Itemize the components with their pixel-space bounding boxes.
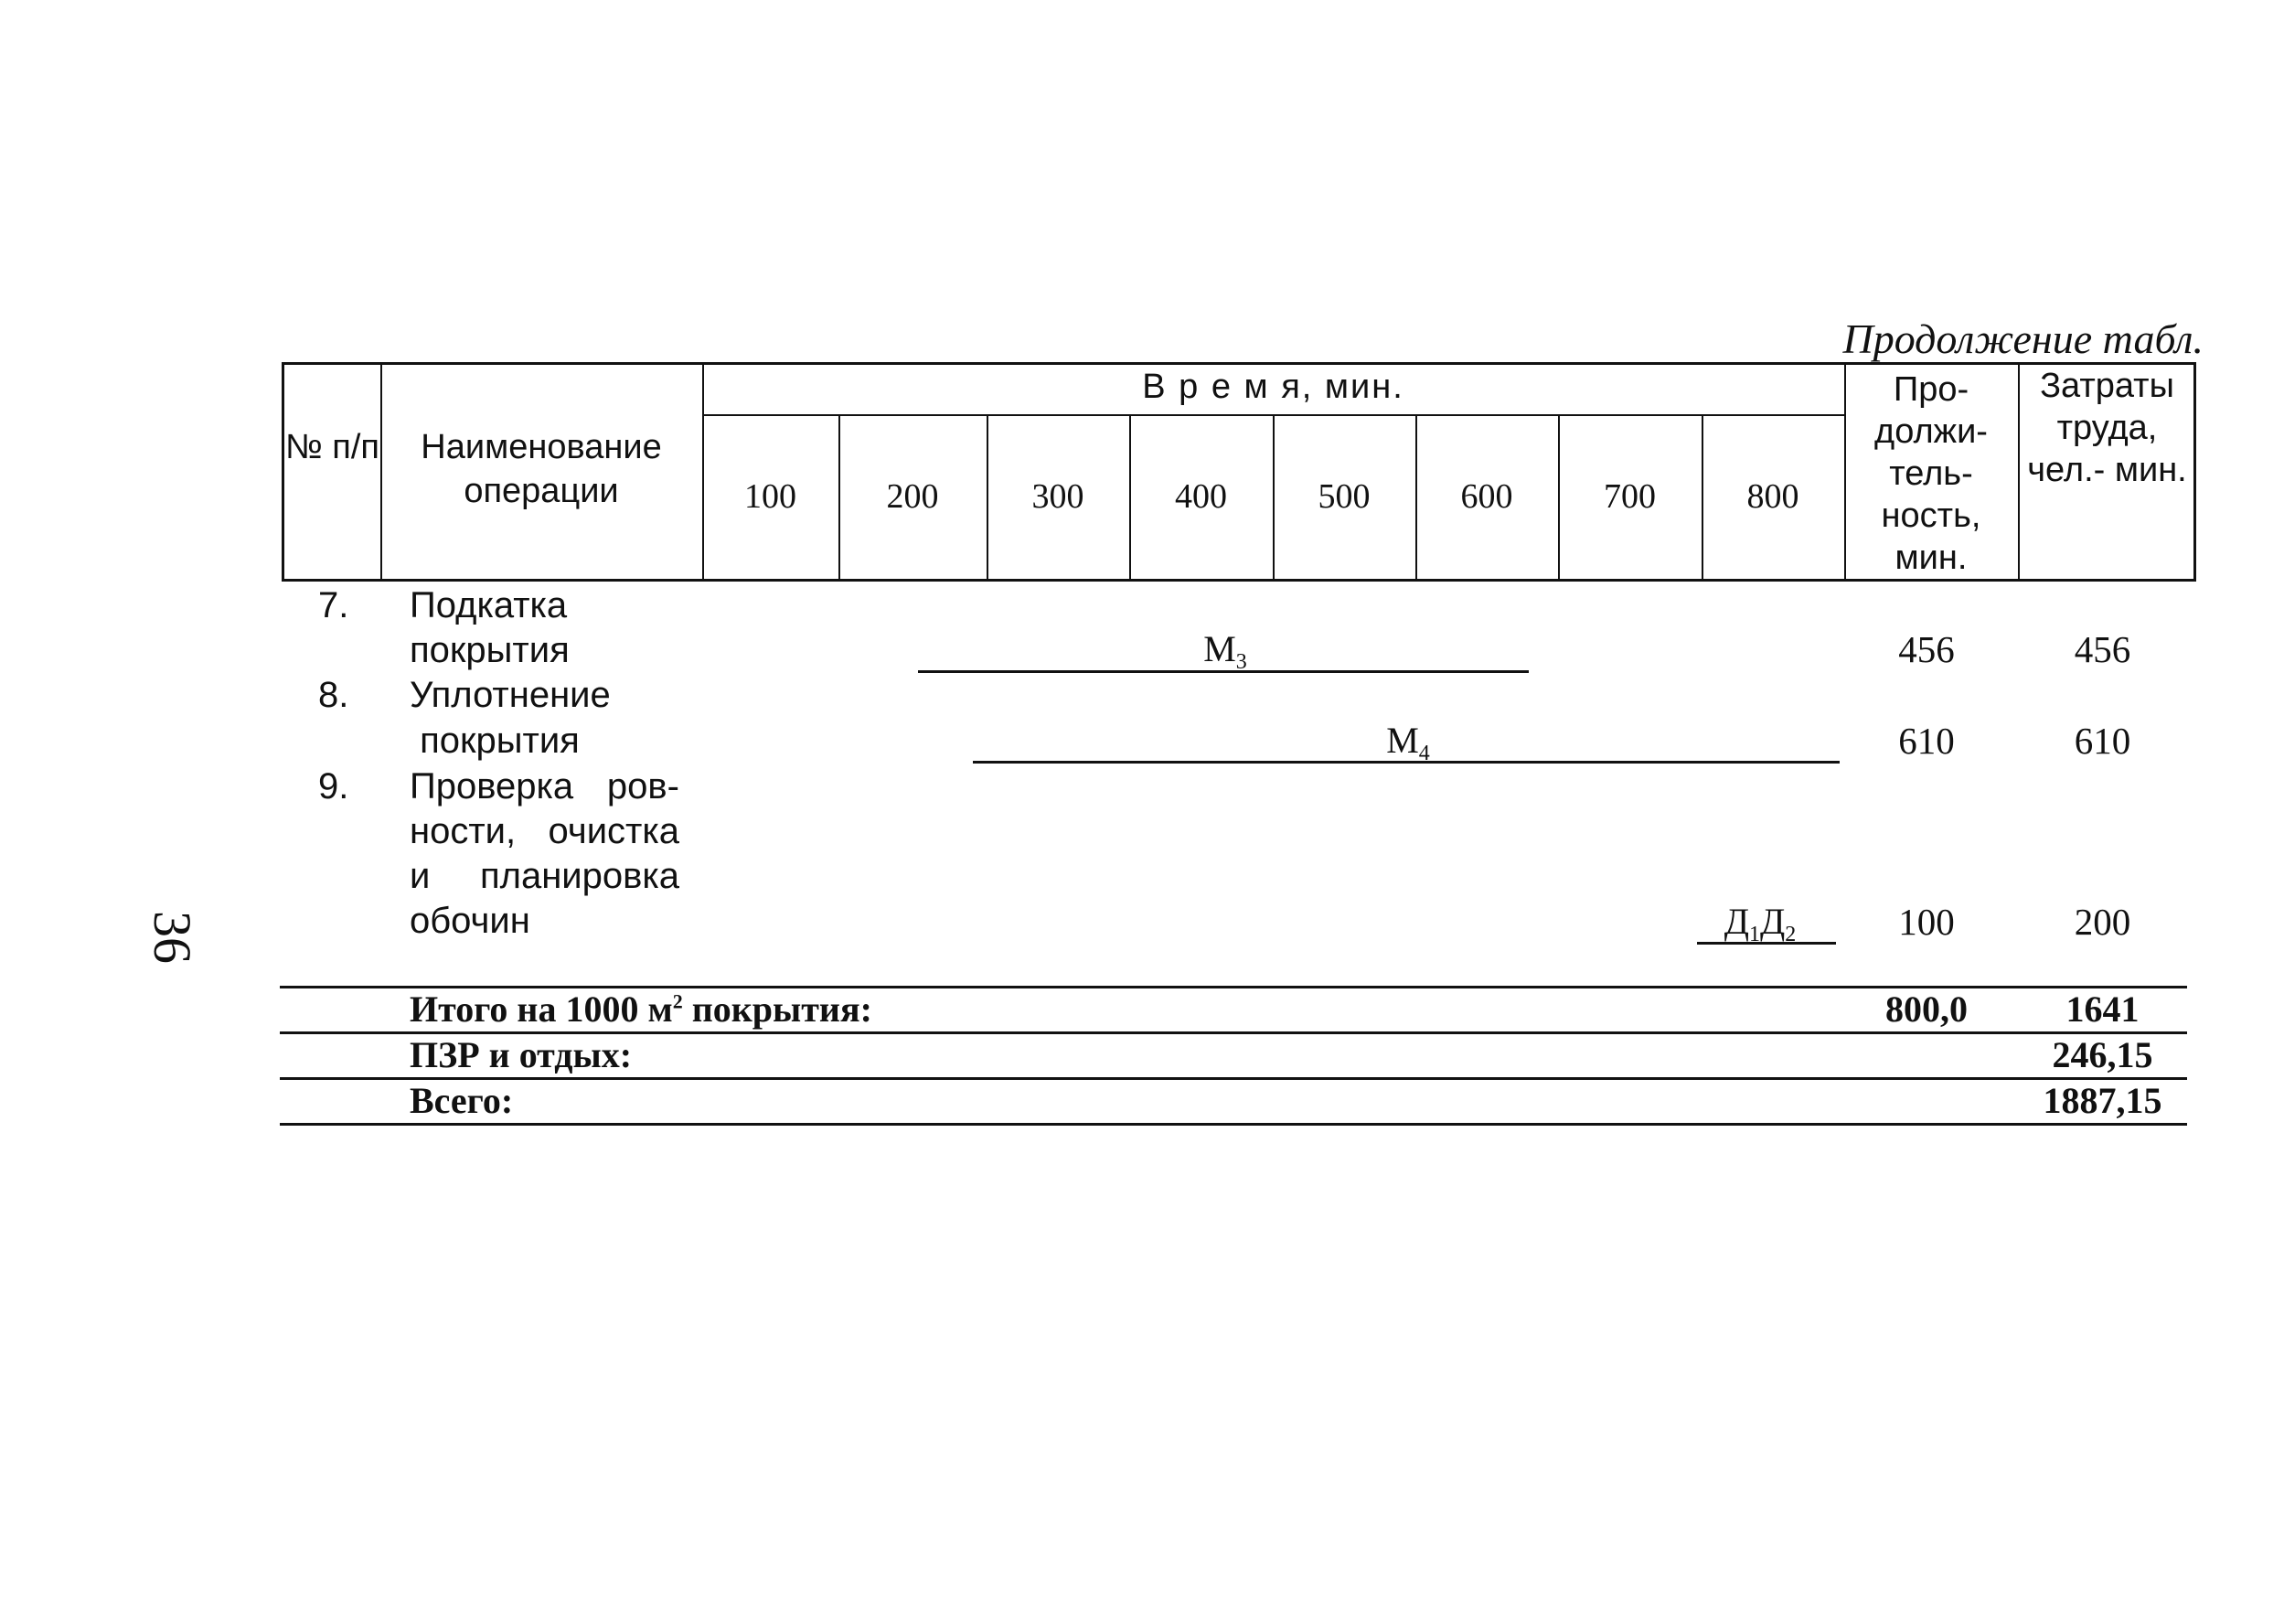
- page-number: 36: [143, 911, 202, 964]
- machine-label: $М_3$: [1203, 628, 1247, 674]
- header-time: В р е м я, мин.: [1142, 368, 1404, 406]
- total-labor: 1641: [2065, 988, 2140, 1030]
- gantt-bar: [918, 670, 1529, 673]
- operation-name: обочин: [410, 901, 530, 941]
- duration-value: 610: [1898, 720, 1955, 762]
- grand-total-label: Всего:: [410, 1080, 514, 1121]
- grand-total-labor: 1887,15: [2043, 1080, 2162, 1121]
- pzr-label: ПЗР и отдых:: [410, 1034, 633, 1075]
- machine-label: $М_4$: [1386, 720, 1430, 765]
- total-duration: 800,0: [1885, 988, 1968, 1030]
- pzr-labor: 246,15: [2052, 1034, 2153, 1075]
- tick-label: 100: [744, 477, 796, 516]
- tick-label: 200: [886, 477, 939, 516]
- total-label: Итого на 1000 $м^2$ покрытия:: [410, 988, 872, 1030]
- header-name: Наименование операции: [421, 428, 662, 510]
- operation-name: и планировка: [410, 856, 679, 896]
- divider: [280, 1077, 2187, 1080]
- operation-name: покрытия: [410, 630, 570, 670]
- operation-name: Подкатка: [410, 585, 568, 625]
- row-number: 8.: [318, 675, 349, 715]
- tick-label: 800: [1746, 477, 1799, 516]
- row-number: 7.: [318, 585, 349, 625]
- labor-value: 200: [2074, 901, 2131, 943]
- operation-name: Проверка ров-: [410, 766, 679, 807]
- tick-label: 400: [1175, 477, 1227, 516]
- operation-name: ности, очистка: [410, 811, 679, 851]
- header-duration: Про- должи- тель- ность, мин.: [1874, 370, 1988, 577]
- tick-label: 500: [1318, 477, 1371, 516]
- divider: [280, 1123, 2187, 1126]
- header-labor: Затраты труда, чел.- мин.: [2027, 367, 2187, 489]
- labor-value: 610: [2074, 720, 2131, 762]
- tick-label: 700: [1604, 477, 1656, 516]
- worker-label: $Д_1Д_2$: [1724, 901, 1797, 946]
- gantt-bar: [973, 761, 1840, 764]
- tick-label: 300: [1031, 477, 1084, 516]
- labor-value: 456: [2074, 628, 2131, 670]
- table-header: [282, 362, 2196, 582]
- operation-name: покрытия: [410, 721, 580, 761]
- gantt-bar: [1697, 942, 1836, 945]
- continuation-caption: Продолжение табл.: [1842, 315, 2204, 362]
- duration-value: 100: [1898, 901, 1955, 943]
- row-number: 9.: [318, 766, 349, 807]
- header-num: № п/п: [284, 428, 380, 466]
- duration-value: 456: [1898, 628, 1955, 670]
- tick-label: 600: [1460, 477, 1513, 516]
- operation-name: Уплотнение: [410, 675, 611, 715]
